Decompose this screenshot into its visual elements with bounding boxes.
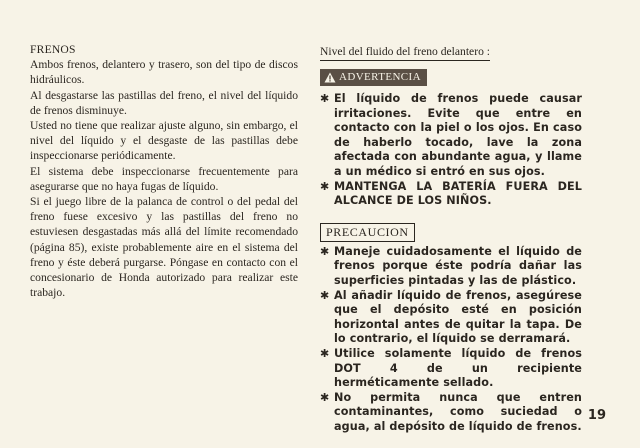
list-item [320, 289, 582, 347]
warning-label [320, 69, 427, 86]
list-item [320, 347, 582, 391]
list-item-text: Al añadir líquido de frenos, asegúrese que el depósito esté en posición horizontal antes de quitar la tapa. De lo contrario, el líquido se derramará. [334, 288, 582, 346]
warning-list [320, 92, 582, 209]
bullet-icon: ✱ [320, 288, 330, 302]
brakes-section [30, 42, 298, 300]
list-item-text: No permita nunca que entren contaminantes, como suciedad o agua, al depósito de líquido de frenos. [334, 390, 582, 433]
list-item-text: MANTENGA LA BATERÍA FUERA DEL ALCANCE DE LOS NIÑOS. [334, 179, 582, 208]
caution-label: PRECAUCION [320, 223, 415, 242]
list-item [320, 391, 582, 435]
paragraph: Si el juego libre de la palanca de control o del pedal del freno fuese excesivo y las pastillas del freno no estuviesen desgastadas más allá del límite recomendado (página 85), existe probablemente aire en el sistema del freno y éste deberá purgarse. Póngase en contacto con el concesionario de Honda autorizado para realizar este trabajo. [30, 195, 298, 300]
page-number: 19 [587, 408, 606, 423]
paragraph: Usted no tiene que realizar ajuste alguno, sin embargo, el nivel del líquido y el desgaste de las pastillas debe inspeccionarse periódicamente. [30, 119, 298, 163]
paragraph: El sistema debe inspeccionarse frecuentemente para asegurarse que no haya fugas de líquido. [30, 164, 298, 193]
list-item [320, 245, 582, 289]
paragraph: Ambos frenos, delantero y trasero, son del tipo de discos hidráulicos. [30, 58, 298, 87]
list-item-text: El líquido de frenos puede causar irritaciones. Evite que entre en contacto con la piel o los ojos. En caso de haberlo tocado, lave la zona afectada con abundante agua, y llame a un médico si entró en sus ojos. [334, 92, 582, 178]
warning-label-text: ADVERTENCIA [339, 71, 421, 83]
fluid-level-title: Nivel del fluido del freno delantero : [320, 45, 490, 61]
list-item [320, 180, 582, 209]
bullet-icon: ✱ [320, 390, 330, 404]
bullet-icon: ✱ [320, 92, 330, 105]
caution-list [320, 245, 582, 435]
fluid-level-section [320, 42, 582, 434]
list-item [320, 92, 582, 180]
bullet-icon: ✱ [320, 244, 330, 258]
section-heading: FRENOS [30, 43, 76, 56]
paragraph: Al desgastarse las pastillas del freno, el nivel del líquido de frenos disminuye. [30, 88, 298, 117]
bullet-icon: ✱ [320, 179, 330, 193]
list-item-text: Maneje cuidadosamente el líquido de frenos porque éste podría dañar las superficies pintadas y las de plástico. [334, 244, 582, 287]
list-item-text: Utilice solamente líquido de frenos DOT 4 de un recipiente herméticamente sellado. [334, 346, 582, 390]
bullet-icon: ✱ [320, 346, 330, 360]
warning-triangle-icon [324, 72, 336, 83]
